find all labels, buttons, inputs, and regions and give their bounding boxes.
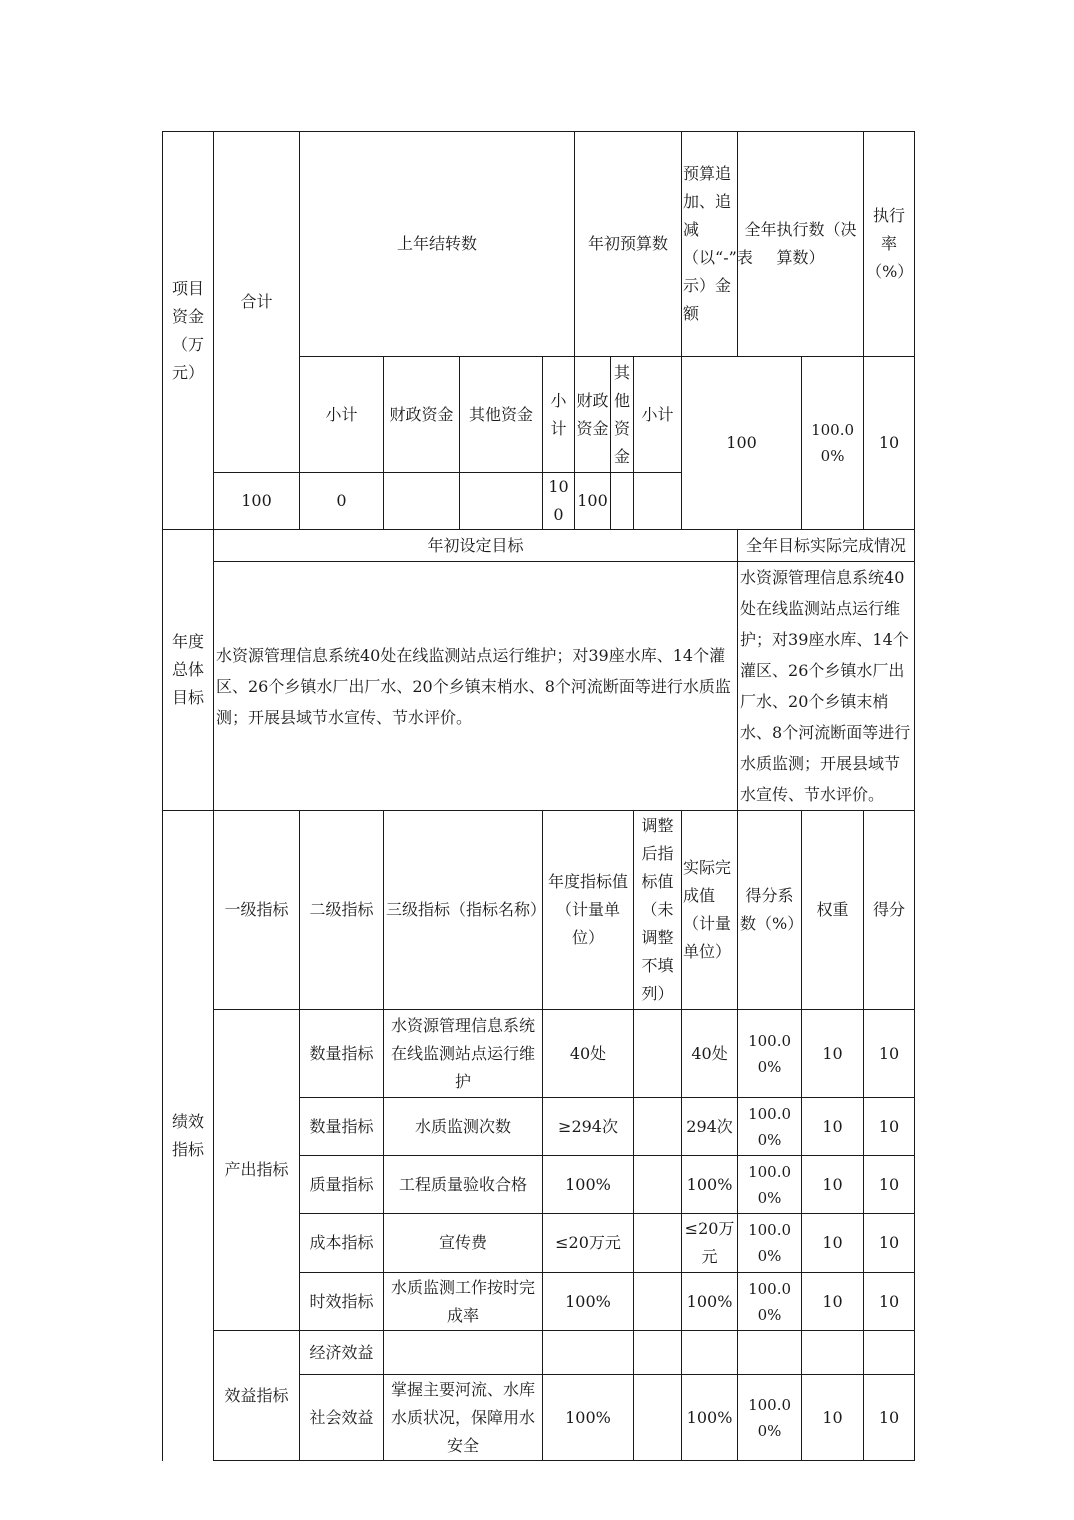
set-goal-header: 年初设定目标 [214,530,738,562]
adjustment-header: 预算追加、追减（以“-”表示）金额 [682,132,738,357]
benefit-level2: 社会效益 [300,1375,384,1461]
benefit-coef: 100.00% [738,1375,802,1461]
set-goal-text: 水资源管理信息系统40处在线监测站点运行维护；对39座水库、14个灌区、26个乡镇水厂出厂水、20个乡镇末梢水、8个河流断面等进行水质监测；开展县域节水宣传、节水评价。 [214,562,738,811]
output-actual: ≤20万元 [682,1214,738,1273]
carry-fiscal-value [384,473,460,530]
output-weight: 10 [802,1098,864,1156]
output-coef: 100.00% [738,1010,802,1098]
output-coef: 100.00% [738,1098,802,1156]
output-score: 10 [864,1098,915,1156]
output-target: 100% [543,1273,634,1331]
carry-fiscal-header: 财政资金 [384,357,460,473]
output-name: 水质监测次数 [384,1098,543,1156]
output-level2: 数量指标 [300,1010,384,1098]
benefit-actual: 100% [682,1375,738,1461]
carry-subtotal-header: 小计 [300,357,384,473]
output-score: 10 [864,1273,915,1331]
funds-label: 项目资金（万元） [163,132,214,530]
performance-table [162,131,915,1461]
output-level2: 成本指标 [300,1214,384,1273]
output-target: 40处 [543,1010,634,1098]
output-score: 10 [864,1214,915,1273]
benefit-score [864,1331,915,1375]
output-name: 工程质量验收合格 [384,1156,543,1214]
annual-goal-label: 年度总体目标 [163,530,214,811]
output-weight: 10 [802,1156,864,1214]
output-actual: 100% [682,1273,738,1331]
executed-header: 全年执行数（决算数） [738,132,864,357]
benefit-score: 10 [864,1375,915,1461]
output-name: 水资源管理信息系统在线监测站点运行维护 [384,1010,543,1098]
initial-budget-header: 年初预算数 [575,132,682,357]
benefit-group-label: 效益指标 [214,1331,300,1461]
output-level2: 时效指标 [300,1273,384,1331]
budget-fiscal-value: 100 [575,473,611,530]
adjusted-value-header: 调整后指标值（未调整不填列） [634,811,682,1010]
output-target: ≤20万元 [543,1214,634,1273]
score-header: 得分 [864,811,915,1010]
adjust-subtotal-value [634,473,682,530]
score-coef-header: 得分系数（%） [738,811,802,1010]
budget-subtotal-header: 小计 [543,357,575,473]
output-score: 10 [864,1156,915,1214]
benefit-weight: 10 [802,1375,864,1461]
weight-header: 权重 [802,811,864,1010]
rate-header: 执行率（%） [864,132,915,357]
rate-score-value: 10 [864,357,915,530]
benefit-adjusted [634,1375,682,1461]
output-group-label: 产出指标 [214,1010,300,1331]
output-level2: 质量指标 [300,1156,384,1214]
benefit-target [543,1331,634,1375]
benefit-coef [738,1331,802,1375]
output-weight: 10 [802,1214,864,1273]
output-weight: 10 [802,1010,864,1098]
output-actual: 100% [682,1156,738,1214]
carry-subtotal-value: 0 [300,473,384,530]
budget-subtotal-value: 100 [543,473,575,530]
benefit-target: 100% [543,1375,634,1461]
benefit-name: 掌握主要河流、水库水质状况，保障用水安全 [384,1375,543,1461]
output-adjusted [634,1273,682,1331]
benefit-level2: 经济效益 [300,1331,384,1375]
budget-other-value [611,473,634,530]
level3-header: 三级指标（指标名称） [384,811,543,1010]
benefit-actual [682,1331,738,1375]
budget-fiscal-header: 财政资金 [575,357,611,473]
carry-other-value [460,473,543,530]
output-name: 水质监测工作按时完成率 [384,1273,543,1331]
actual-goal-text: 水资源管理信息系统40处在线监测站点运行维护；对39座水库、14个灌区、26个乡镇水厂出厂水、20个乡镇末梢水、8个河流断面等进行水质监测；开展县域节水宣传、节水评价。 [738,562,915,811]
budget-other-header: 其他资金 [611,357,634,473]
level1-header: 一级指标 [214,811,300,1010]
output-coef: 100.00% [738,1273,802,1331]
rate-value: 100.00% [802,357,864,530]
output-target: ≥294次 [543,1098,634,1156]
output-level2: 数量指标 [300,1098,384,1156]
performance-label: 绩效指标 [163,811,214,1461]
total-header: 合计 [214,132,300,473]
output-weight: 10 [802,1273,864,1331]
actual-goal-header: 全年目标实际完成情况 [738,530,915,562]
output-score: 10 [864,1010,915,1098]
adjust-subtotal-header: 小计 [634,357,682,473]
carryover-header: 上年结转数 [300,132,575,357]
output-actual: 294次 [682,1098,738,1156]
output-adjusted [634,1098,682,1156]
actual-value-header: 实际完成值（计量单位） [682,811,738,1010]
benefit-adjusted [634,1331,682,1375]
output-coef: 100.00% [738,1156,802,1214]
output-target: 100% [543,1156,634,1214]
annual-value-header: 年度指标值（计量单位） [543,811,634,1010]
output-name: 宣传费 [384,1214,543,1273]
output-adjusted [634,1214,682,1273]
output-actual: 40处 [682,1010,738,1098]
executed-value: 100 [682,357,802,530]
output-adjusted [634,1010,682,1098]
benefit-name [384,1331,543,1375]
benefit-weight [802,1331,864,1375]
level2-header: 二级指标 [300,811,384,1010]
output-adjusted [634,1156,682,1214]
carry-other-header: 其他资金 [460,357,543,473]
output-coef: 100.00% [738,1214,802,1273]
total-value: 100 [214,473,300,530]
